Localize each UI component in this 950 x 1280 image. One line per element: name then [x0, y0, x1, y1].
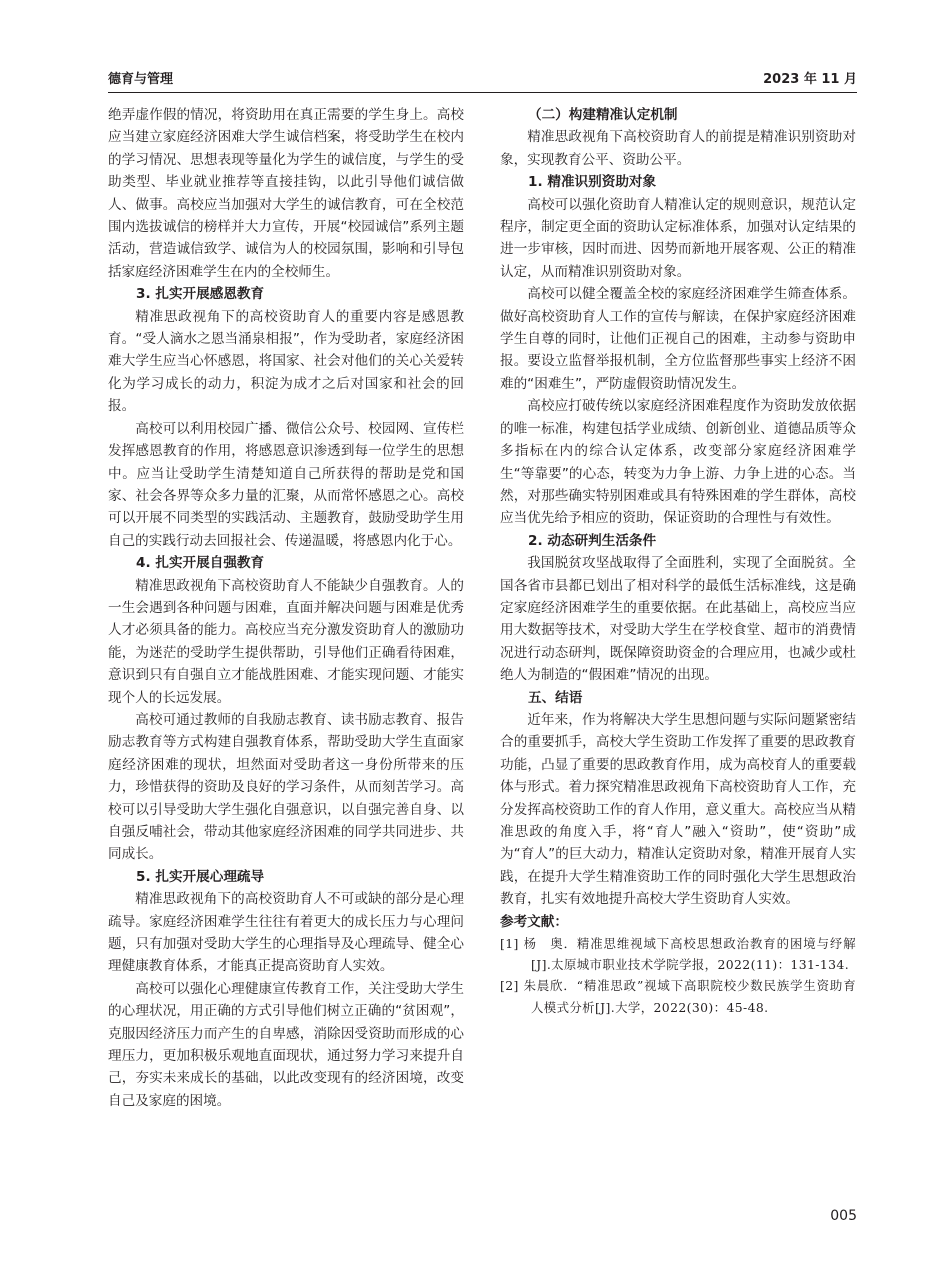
paragraph: 精准思政视角下的高校资助育人不可或缺的部分是心理疏导。家庭经济困难学生往往有着更大的成长压力与心理问题，只有加强对受助大学生的心理指导及心理疏导、健全心理健康教育体系，才能真正提高资助育人实效。: [108, 891, 464, 975]
paragraph: 高校应打破传统以家庭经济困难程度作为资助发放依据的唯一标准，构建包括学业成绩、创新创业、道德品质等众多指标在内的综合认定体系，改变部分家庭经济困难学生“等靠要”的心态，转变为力争上游、力争上进的心态。当然，对那些确实特别困难或具有特殊困难的学生群体，高校应当优先给予相应的资助，保证资助的合理性与有效性。: [500, 398, 856, 527]
header-rule: [108, 92, 857, 93]
right-column-body: [500, 104, 856, 911]
paragraph: 高校可以强化心理健康宣传教育工作，关注受助大学生的心理状况，用正确的方式引导他们树立正确的“贫困观”，克服因经济压力而产生的自卑感，消除因受资助而形成的心理压力，更加积极乐观地直面现状，通过努力学习来提升自己，夯实未来成长的基础，以此改变现有的经济困境，改变自己及家庭的困境。: [108, 980, 464, 1109]
paragraph: 精准思政视角下高校资助育人的前提是精准识别资助对象，实现教育公平、资助公平。: [500, 129, 856, 168]
section-heading: 4. 扎实开展自强教育: [136, 555, 265, 572]
section-heading: 5. 扎实开展心理疏导: [136, 868, 265, 885]
reference-item: [1] 杨 奥．精准思维视域下高校思想政治教育的困境与纾解[J].太原城市职业技术学院学报，2022(11)：131-134.: [500, 936, 856, 973]
chapter-heading: （二）构建精准认定机制: [528, 107, 678, 123]
paragraph: 我国脱贫攻坚战取得了全面胜利，实现了全面脱贫。全国各省市县都已划出了相对科学的最低生活标准线，这是确定家庭经济困难学生的重要依据。在此基础上，高校应当应用大数据等技术，对受助大学生在学校食堂、超市的消费情况进行动态研判，既保障资助资金的合理应用，也减少或杜绝人为制造的“假困难”情况的出现。: [500, 555, 856, 684]
right-column: [500, 104, 856, 1018]
issue-date: 2023 年 11 月: [763, 72, 857, 87]
references-list: [500, 933, 856, 1018]
section-heading: 2. 动态研判生活条件: [528, 532, 657, 549]
left-column: [108, 104, 464, 1112]
paragraph: 高校可通过教师的自我励志教育、读书励志教育、报告励志教育等方式构建自强教育体系，帮助受助大学生直面家庭经济困难的现状，坦然面对受助者这一身份所带来的压力，珍惜获得的资助及良好的学习条件，从而刻苦学习。高校可以引导受助大学生强化自强意识，以自强完善自身、以自强反哺社会，带动其他家庭经济困难的同学共同进步、共同成长。: [108, 711, 464, 863]
paragraph: 绝弄虚作假的情况，将资助用在真正需要的学生身上。高校应当建立家庭经济困难大学生诚信档案，将受助学生在校内的学习情况、思想表现等量化为学生的诚信度，与学生的受助类型、毕业就业推荐等直接挂钩，以此引导他们诚信做人、做事。高校应当加强对大学生的诚信教育，可在全校范围内选拔诚信的榜样并大力宣传，开展“校园诚信”系列主题活动，营造诚信致学、诚信为人的校园氛围，影响和引导包括家庭经济困难学生在内的全校师生。: [108, 107, 464, 280]
references-title: 参考文献：: [500, 913, 568, 930]
paragraph: 高校可以强化资助育人精准认定的规则意识，规范认定程序，制定更全面的资助认定标准体系，加强对认定结果的进一步审核，因时而进、因势而新地开展客观、公正的精准认定，从而精准识别资助对象。: [500, 196, 856, 280]
paragraph: 近年来，作为将解决大学生思想问题与实际问题紧密结合的重要抓手，高校大学生资助工作发挥了重要的思政教育功能，凸显了重要的思政教育作用，成为高校育人的重要载体与形式。着力探究精准思政视角下高校资助育人工作，充分发挥高校资助工作的育人作用，意义重大。高校应当从精准思政的角度入手，将“育人”融入“资助”，使“资助”成为“育人”的巨大动力，精准认定资助对象，精准开展育人实践，在提升大学生精准资助工作的同时强化大学生思想政治教育，扎实有效地提升高校大学生资助育人实效。: [500, 711, 856, 908]
reference-item: [2] 朱晨欣．“精准思政”视域下高职院校少数民族学生资助育人模式分析[J].大学，2022(30)：45-48.: [500, 978, 856, 1015]
journal-name: 德育与管理: [108, 72, 174, 87]
paragraph: 高校可以利用校园广播、微信公众号、校园网、宣传栏发挥感恩教育的作用，将感恩意识渗透到每一位学生的思想中。应当让受助学生清楚知道自己所获得的帮助是党和国家、社会各界等众多力量的汇聚，从而常怀感恩之心。高校可以开展不同类型的实践活动、主题教育，鼓励受助学生用自己的实践行动去回报社会、传递温暖，将感恩内化于心。: [108, 420, 464, 549]
section-heading: 1. 精准识别资助对象: [528, 174, 657, 191]
paragraph: 高校可以健全覆盖全校的家庭经济困难学生筛查体系。做好高校资助育人工作的宣传与解读，在保护家庭经济困难学生自尊的同时，让他们正视自己的困难，主动参与资助申报。要设立监督举报机制，全方位监督那些事实上经济不困难的“困难生”，严防虚假资助情况发生。: [500, 286, 856, 392]
page-number: 005: [830, 1208, 857, 1224]
section-heading: 3. 扎实开展感恩教育: [136, 286, 265, 303]
page-header: [108, 70, 857, 90]
paragraph: 精准思政视角下高校资助育人不能缺少自强教育。人的一生会遇到各种问题与困难，直面并解决问题与困难是优秀人才必须具备的能力。高校应当充分激发资助育人的激励功能，为迷茫的受助学生提供帮助，引导他们正确看待困难，意识到只有自强自立才能战胜困难、才能实现问题、才能实现个人的长远发展。: [108, 577, 464, 706]
chapter-heading: 五、结语: [528, 689, 583, 706]
paragraph: 精准思政视角下的高校资助育人的重要内容是感恩教育。“受人滴水之恩当涌泉相报”，作为受助者，家庭经济困难大学生应当心怀感恩，将国家、社会对他们的关心关爱转化为学习成长的动力，积淀为成才之后对国家和社会的回报。: [108, 308, 464, 415]
